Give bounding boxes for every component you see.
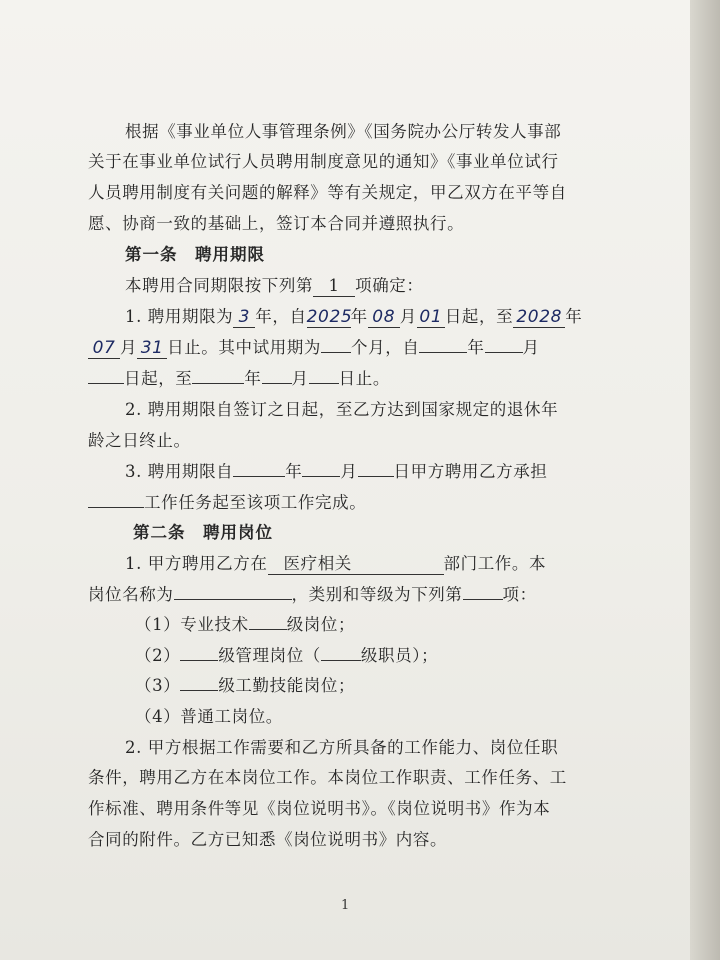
term-selector-prefix: 本聘用合同期限按下列第	[125, 276, 314, 295]
post-item-2-line-1: 2. 甲方根据工作需要和乙方所具备的工作能力、岗位任职	[125, 738, 559, 757]
text-fragment: 日止。其中试用期为	[167, 338, 322, 357]
article-2-heading: 第二条 聘用岗位	[133, 523, 273, 542]
project-start-year-field[interactable]	[233, 476, 285, 477]
text-fragment: 工作任务起至该项工作完成。	[144, 493, 367, 512]
intro-line-4: 愿、协商一致的基础上，签订本合同并遵照执行。	[88, 214, 465, 233]
term-item-3-line-1	[125, 460, 547, 484]
term-selector-line	[125, 274, 424, 298]
probation-start-day-field[interactable]	[88, 383, 124, 384]
text-fragment: ，类别和等级为下列第	[291, 585, 463, 604]
text-fragment: 月	[291, 369, 309, 388]
probation-end-year-field[interactable]	[192, 383, 244, 384]
term-selector-field[interactable]: 1	[313, 276, 355, 297]
text-fragment: 月	[399, 307, 417, 326]
text-fragment: 年	[565, 307, 583, 326]
post-option-3	[135, 674, 355, 698]
text-fragment: 3. 聘用期限自	[125, 462, 234, 481]
term-item-2-line-1: 2. 聘用期限自签订之日起，至乙方达到国家规定的退休年	[125, 400, 559, 419]
term-item-2-line-2: 龄之日终止。	[88, 431, 191, 450]
page-number: 1	[341, 898, 350, 913]
text-fragment: 月	[522, 338, 540, 357]
page-edge	[690, 0, 720, 960]
text-fragment: （1）专业技术	[135, 615, 249, 634]
text-fragment: 日起，至	[124, 369, 193, 388]
text-fragment: （3）	[135, 676, 181, 695]
text-fragment: 级岗位；	[286, 615, 356, 634]
text-fragment: （2）	[135, 646, 181, 665]
text-fragment: 岗位名称为	[88, 585, 174, 604]
start-day-field[interactable]: 01	[417, 307, 445, 328]
end-month-field[interactable]: 07	[88, 338, 120, 359]
text-fragment: 年	[350, 307, 368, 326]
intro-line-1: 根据《事业单位人事管理条例》《国务院办公厅转发人事部	[125, 122, 562, 141]
probation-end-day-field[interactable]	[309, 383, 339, 384]
post-item-2-line-4: 合同的附件。乙方已知悉《岗位说明书》内容。	[88, 830, 448, 849]
text-fragment: 日起，至	[444, 307, 514, 326]
term-item-1-line-1	[125, 305, 582, 329]
staff-level-field[interactable]	[321, 660, 361, 661]
post-category-field[interactable]	[463, 599, 503, 600]
intro-line-2: 关于在事业单位试行人员聘用制度意见的通知》《事业单位试行	[88, 152, 559, 171]
post-item-1-line-2	[88, 583, 537, 607]
text-fragment: 月	[340, 462, 358, 481]
term-item-1-line-3	[88, 367, 390, 391]
term-item-3-line-2	[88, 491, 366, 515]
project-start-month-field[interactable]	[302, 476, 340, 477]
text-fragment: 年	[285, 462, 303, 481]
term-item-1-line-2	[88, 336, 540, 360]
text-fragment: 个月，自	[351, 338, 420, 357]
term-item-1-prefix: 1. 聘用期限为	[125, 307, 234, 326]
term-selector-suffix: 项确定：	[355, 276, 424, 295]
text-fragment: 年，自	[255, 307, 307, 326]
professional-level-field[interactable]	[249, 629, 287, 630]
text-fragment: 年	[467, 338, 485, 357]
text-fragment: 日甲方聘用乙方承担	[393, 462, 548, 481]
text-fragment: 年	[244, 369, 262, 388]
text-fragment: 部门工作。本	[443, 554, 547, 573]
department-field[interactable]: 医疗相关	[268, 554, 444, 575]
post-option-4: （4）普通工岗位。	[135, 707, 283, 726]
end-day-field[interactable]: 31	[137, 338, 167, 359]
term-years-field[interactable]: 3	[233, 307, 255, 328]
text-fragment: 项：	[502, 585, 537, 604]
text-fragment: 级职员）；	[360, 646, 439, 665]
post-option-2	[135, 644, 438, 668]
text-fragment: 1. 甲方聘用乙方在	[125, 554, 268, 573]
worker-level-field[interactable]	[180, 690, 218, 691]
post-name-field[interactable]	[174, 599, 292, 600]
post-item-1-line-1	[125, 552, 546, 576]
post-option-1	[135, 613, 355, 637]
text-fragment: 级工勤技能岗位；	[218, 676, 356, 695]
text-fragment: 级管理岗位（	[218, 646, 321, 665]
probation-end-month-field[interactable]	[262, 383, 292, 384]
probation-start-month-field[interactable]	[485, 352, 523, 353]
management-level-field[interactable]	[180, 660, 218, 661]
intro-line-3: 人员聘用制度有关问题的解释》等有关规定，甲乙双方在平等自	[88, 183, 567, 202]
post-item-2-line-3: 作标准、聘用条件等见《岗位说明书》。《岗位说明书》作为本	[88, 799, 551, 818]
text-fragment: 日止。	[338, 369, 390, 388]
article-1-heading: 第一条 聘用期限	[125, 245, 265, 264]
project-start-day-field[interactable]	[358, 476, 394, 477]
text-fragment: 月	[120, 338, 138, 357]
project-name-field[interactable]	[88, 507, 144, 508]
start-year-field[interactable]: 2025	[306, 307, 353, 327]
probation-start-year-field[interactable]	[419, 352, 467, 353]
end-year-field[interactable]: 2028	[513, 307, 565, 328]
probation-months-field[interactable]	[321, 352, 351, 353]
post-item-2-line-2: 条件，聘用乙方在本岗位工作。本岗位工作职责、工作任务、工	[88, 768, 567, 787]
start-month-field[interactable]: 08	[368, 307, 400, 328]
